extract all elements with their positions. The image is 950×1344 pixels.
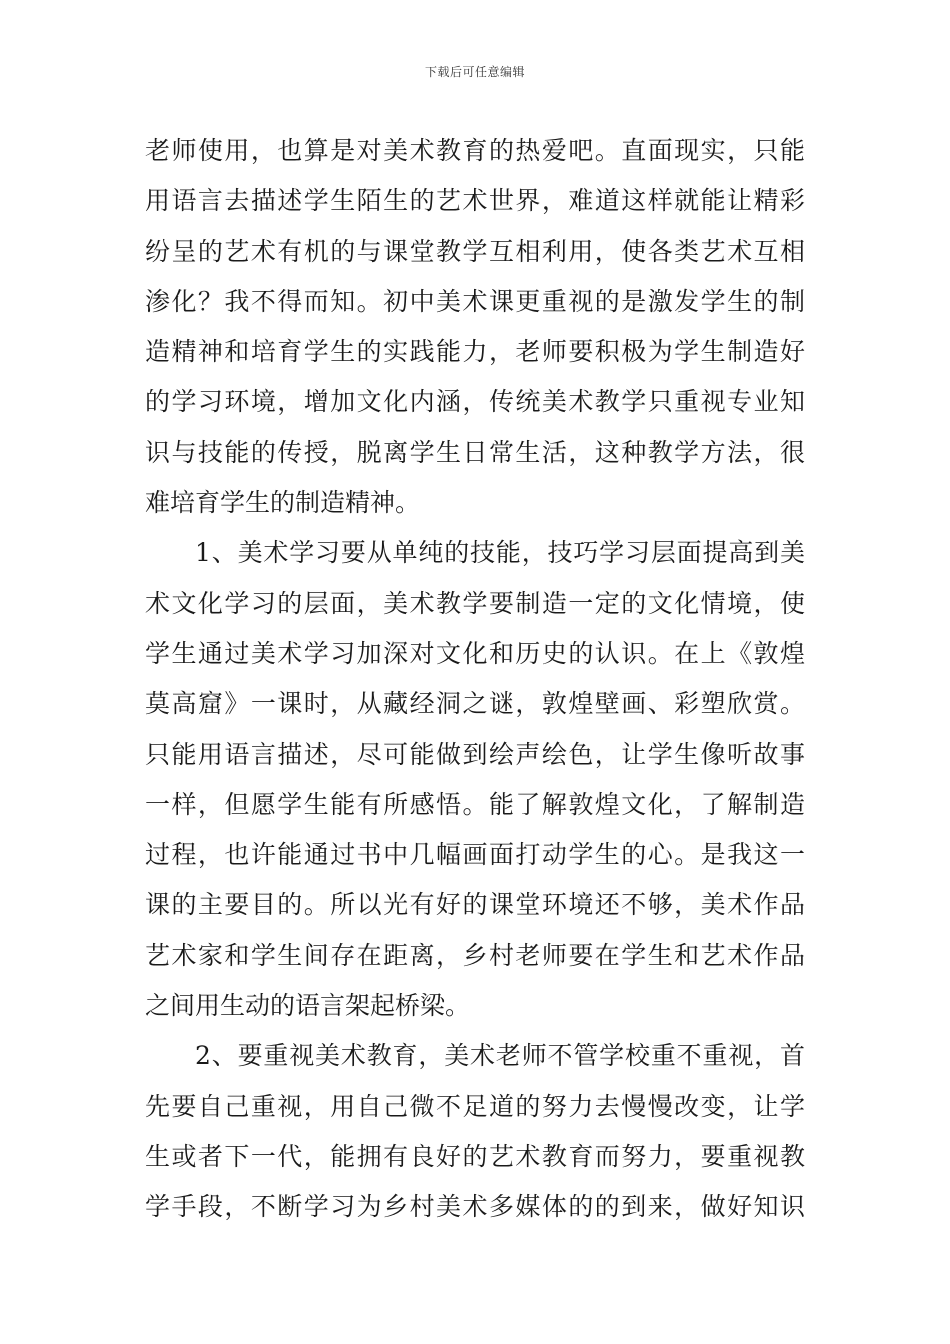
text-line: 只能用语言描述，尽可能做到绘声绘色，让学生像听故事	[145, 739, 805, 769]
text-line: 生或者下一代，能拥有良好的艺术教育而努力，要重视教	[145, 1141, 805, 1171]
text-line: 一样，但愿学生能有所感悟。能了解敦煌文化，了解制造	[145, 789, 805, 819]
paragraph-2-start: 2、要重视美术教育，美术老师不管学校重不重视，首	[195, 1041, 805, 1071]
text-line: 学手段，不断学习为乡村美术多媒体的的到来，做好知识	[145, 1192, 805, 1222]
text-line: 用语言去描述学生陌生的艺术世界，难道这样就能让精彩	[145, 186, 805, 216]
document-body	[145, 126, 805, 1233]
paragraph-1-start: 1、美术学习要从单纯的技能，技巧学习层面提高到美	[195, 538, 805, 568]
text-line: 老师使用，也算是对美术教育的热爱吧。直面现实，只能	[145, 136, 805, 165]
text-line: 过程，也许能通过书中几幅画面打动学生的心。是我这一	[145, 840, 805, 870]
text-line: 识与技能的传授，脱离学生日常生活，这种教学方法，很	[145, 437, 805, 467]
text-line: 纷呈的艺术有机的与课堂教学互相利用，使各类艺术互相	[145, 236, 805, 266]
text-line: 难培育学生的制造精神。	[145, 488, 421, 518]
text-line: 课的主要目的。所以光有好的课堂环境还不够，美术作品	[145, 890, 805, 920]
text-line: 莫高窟》一课时，从藏经洞之谜，敦煌壁画、彩塑欣赏。	[145, 689, 805, 719]
page-header: 下载后可任意编辑	[424, 65, 525, 79]
text-line: 先要自己重视，用自己微不足道的努力去慢慢改变，让学	[145, 1091, 805, 1121]
text-line: 渗化？我不得而知。初中美术课更重视的是激发学生的制	[145, 286, 805, 316]
text-line: 术文化学习的层面，美术教学要制造一定的文化情境，使	[145, 588, 805, 618]
text-line: 学生通过美术学习加深对文化和历史的认识。在上《敦煌	[145, 638, 805, 668]
text-line: 艺术家和学生间存在距离，乡村老师要在学生和艺术作品	[145, 940, 805, 970]
text-line: 造精神和培育学生的实践能力，老师要积极为学生制造好	[145, 337, 805, 367]
text-line: 的学习环境，增加文化内涵，传统美术教学只重视专业知	[145, 387, 805, 417]
text-line: 之间用生动的语言架起桥梁。	[145, 991, 471, 1021]
